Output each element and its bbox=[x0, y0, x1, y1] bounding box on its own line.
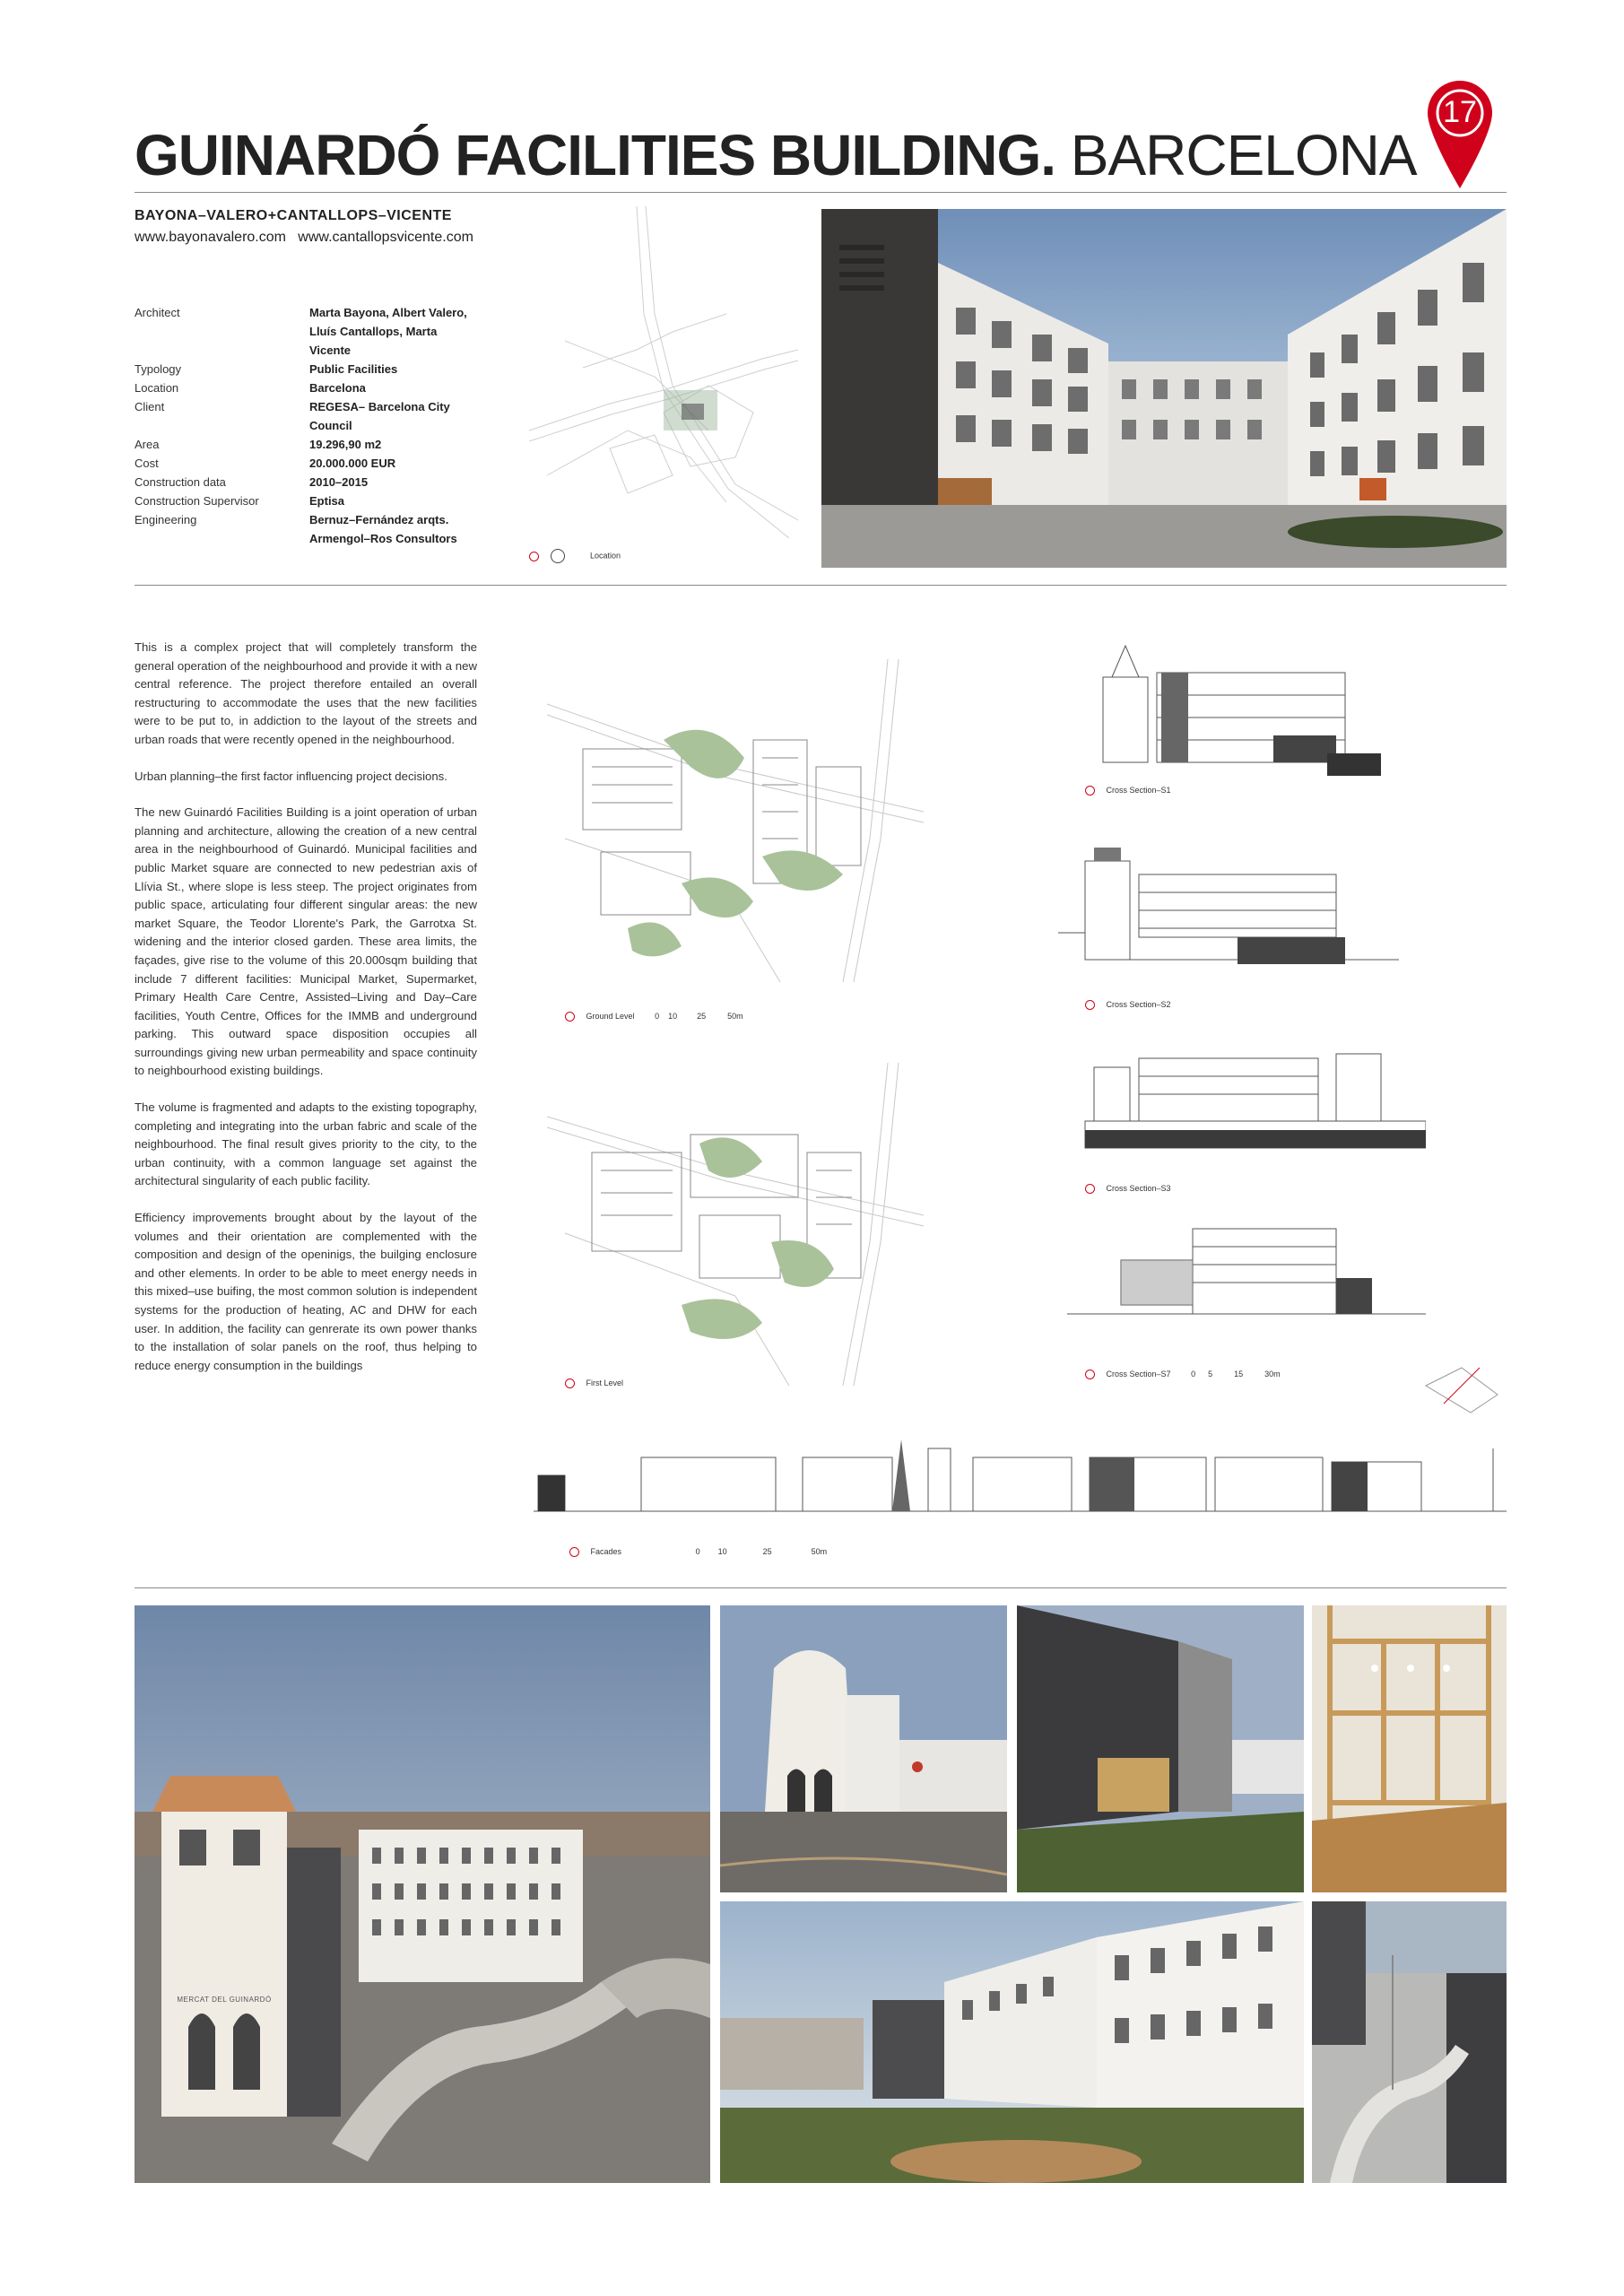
photo-aerial-market bbox=[135, 1605, 710, 2183]
firm-websites: www.bayonavalero.com www.cantallopsvicente.com bbox=[135, 230, 473, 245]
page-title bbox=[135, 124, 1417, 187]
caption-location-text: Location bbox=[590, 551, 621, 561]
caption-first-level bbox=[565, 1378, 623, 1388]
info-row bbox=[135, 435, 529, 454]
photo-inner-garden bbox=[720, 1901, 1304, 2183]
photo-market-facade bbox=[720, 1605, 1007, 1892]
cross-section-s2 bbox=[1058, 834, 1399, 978]
cross-section-s7 bbox=[1067, 1224, 1426, 1332]
caption-location bbox=[529, 549, 621, 563]
info-key: Engineering bbox=[135, 513, 197, 526]
paragraph: The volume is fragmented and adapts to the existing topography, completing and integrating into the urban fabric and scale of the neighbourhood. The final result gives priority to the city, to the urban continuity, with a common language set against the architectural singularity of each public facility. bbox=[135, 1100, 477, 1188]
info-key: Location bbox=[135, 381, 179, 395]
info-key: Architect bbox=[135, 306, 180, 319]
caption-cs2-text: Cross Section–S2 bbox=[1106, 1000, 1171, 1009]
scale-label: 10 bbox=[717, 1547, 727, 1556]
title-bold: GUINARDÓ FACILITIES BUILDING. bbox=[135, 123, 1055, 187]
info-row bbox=[135, 397, 529, 435]
location-map-drawing bbox=[529, 206, 798, 538]
cross-section-s3 bbox=[1076, 1049, 1426, 1157]
info-key: Typology bbox=[135, 362, 182, 376]
header-divider bbox=[135, 192, 1507, 193]
info-key: Construction data bbox=[135, 475, 226, 489]
scale-label: 0 bbox=[695, 1547, 700, 1556]
ground-level-plan bbox=[547, 659, 924, 982]
paragraph: This is a complex project that will completely transform the general operation of the neighbourhood and provide it with a new central reference. The project therefore entailed an overall restructuring to accommodate the uses that the new facilities were to be put to, in addiction to the layout of the streets and urban roads that were recently opened in the neighbourhood. bbox=[135, 640, 477, 746]
info-value: Public Facilities bbox=[309, 362, 398, 376]
photo-dark-volume bbox=[1017, 1605, 1304, 1892]
info-value: 19.296,90 m2 bbox=[309, 438, 382, 451]
caption-facades bbox=[569, 1547, 827, 1557]
market-sign: MERCAT DEL GUINARDÓ bbox=[177, 1996, 272, 2004]
info-value: REGESA– Barcelona City Council bbox=[309, 400, 450, 432]
scale-label: 0 bbox=[655, 1012, 660, 1021]
caption-first-level-text: First Level bbox=[586, 1378, 624, 1387]
north-arrow-icon bbox=[565, 1378, 575, 1388]
title-city: BARCELONA bbox=[1070, 123, 1417, 187]
scale-label: 50m bbox=[811, 1547, 828, 1556]
scale-bar bbox=[1191, 1370, 1281, 1378]
info-key: Area bbox=[135, 438, 160, 451]
scale-label: 30m bbox=[1264, 1370, 1281, 1378]
photo-interior-hall bbox=[1312, 1605, 1507, 1892]
info-row bbox=[135, 491, 529, 510]
section-marker-icon bbox=[569, 1547, 579, 1557]
map-pin-icon bbox=[1426, 79, 1494, 190]
info-row bbox=[135, 510, 529, 548]
scale-label: 50m bbox=[727, 1012, 743, 1021]
project-description bbox=[135, 639, 477, 1393]
caption-cs3-text: Cross Section–S3 bbox=[1106, 1184, 1171, 1193]
section-divider-1 bbox=[135, 585, 1507, 586]
section-marker-icon bbox=[1085, 1000, 1095, 1010]
scale-label: 25 bbox=[697, 1012, 707, 1021]
caption-cs1-text: Cross Section–S1 bbox=[1106, 786, 1171, 795]
hero-photo-courtyard bbox=[821, 209, 1507, 568]
north-symbol-icon bbox=[551, 549, 565, 563]
section-divider-2 bbox=[135, 1587, 1507, 1588]
caption-ground-level-text: Ground Level bbox=[586, 1012, 635, 1021]
info-row bbox=[135, 360, 529, 378]
info-row bbox=[135, 303, 529, 360]
section-marker-icon bbox=[1085, 1370, 1095, 1379]
caption-cross-section-s7 bbox=[1085, 1370, 1281, 1379]
info-value: Marta Bayona, Albert Valero, Lluís Cantallops, Marta Vicente bbox=[309, 306, 467, 357]
north-arrow-icon bbox=[565, 1012, 575, 1022]
scale-label: 10 bbox=[668, 1012, 678, 1021]
caption-ground-level bbox=[565, 1012, 743, 1022]
north-arrow-icon bbox=[529, 552, 539, 561]
caption-cross-section-s2 bbox=[1085, 1000, 1171, 1010]
section-key-plan bbox=[1417, 1350, 1507, 1422]
caption-cross-section-s1 bbox=[1085, 786, 1171, 796]
scale-bar bbox=[655, 1012, 743, 1021]
info-row bbox=[135, 378, 529, 397]
photo-street-path bbox=[1312, 1901, 1507, 2183]
caption-facades-text: Facades bbox=[590, 1547, 622, 1556]
info-value: 20.000.000 EUR bbox=[309, 457, 396, 470]
facades-elevation-strip bbox=[534, 1431, 1507, 1520]
paragraph: Efficiency improvements brought about by the layout of the volumes and their orientation are complemented with the composition and design of the openinigs, the builging enclosure and other elements. In order to be able to meet energy needs in this mixed–use buifing, the most common solution is independent systems for the production of heating, AC and DHW for each user. In addition, the facility can genrerate its own power thanks to the installation of solar panels on the roof, thus helping to reduce energy consumption in the buildings bbox=[135, 1211, 477, 1372]
caption-cs7-text: Cross Section–S7 bbox=[1106, 1370, 1171, 1378]
info-key: Cost bbox=[135, 457, 159, 470]
caption-cross-section-s3 bbox=[1085, 1184, 1171, 1194]
scale-label: 15 bbox=[1234, 1370, 1244, 1378]
info-value: Bernuz–Fernández arqts. Armengol–Ros Consultors bbox=[309, 513, 457, 545]
section-marker-icon bbox=[1085, 1184, 1095, 1194]
paragraph: Urban planning–the first factor influencing project decisions. bbox=[135, 769, 447, 783]
info-value: 2010–2015 bbox=[309, 475, 369, 489]
cross-section-s1 bbox=[1085, 628, 1381, 780]
project-info-table bbox=[135, 303, 529, 548]
info-value: Barcelona bbox=[309, 381, 366, 395]
scale-bar bbox=[696, 1547, 828, 1556]
info-row bbox=[135, 473, 529, 491]
info-row bbox=[135, 454, 529, 473]
scale-label: 25 bbox=[762, 1547, 772, 1556]
info-key: Client bbox=[135, 400, 165, 413]
info-value: Eptisa bbox=[309, 494, 345, 508]
firm-name: BAYONA–VALERO+CANTALLOPS–VICENTE bbox=[135, 208, 452, 223]
paragraph: The new Guinardó Facilities Building is a joint operation of urban planning and architecture, allowing the creation of a new central area in the neighbourhood of Guinardó. Municipal facilities and public Market square are connected to new pedestrian axis of Llívia St., where slope is less steep. The project originates from public space, articulating four different singular areas: the new market Square, the Teodor Llorente's Park, the Garrotxa St. widening and the interior closed garden. These area limits, the façades, give rise to the volume of this 20.000sqm building that include 7 different facilities: Municipal Market, Supermarket, Primary Health Care Centre, Assisted–Living and Day–Care facilities, Youth Centre, Offices for the IMMB and underground parking. This outward space disposition occupies all surroundings giving new urban permeability and space continuity to neighbourhood existing buildings. bbox=[135, 805, 477, 1078]
info-key: Construction Supervisor bbox=[135, 494, 259, 508]
first-level-plan bbox=[547, 1063, 924, 1386]
section-marker-icon bbox=[1085, 786, 1095, 796]
scale-label: 5 bbox=[1208, 1370, 1213, 1378]
badge-number: 17 bbox=[1443, 95, 1477, 129]
scale-label: 0 bbox=[1191, 1370, 1196, 1378]
